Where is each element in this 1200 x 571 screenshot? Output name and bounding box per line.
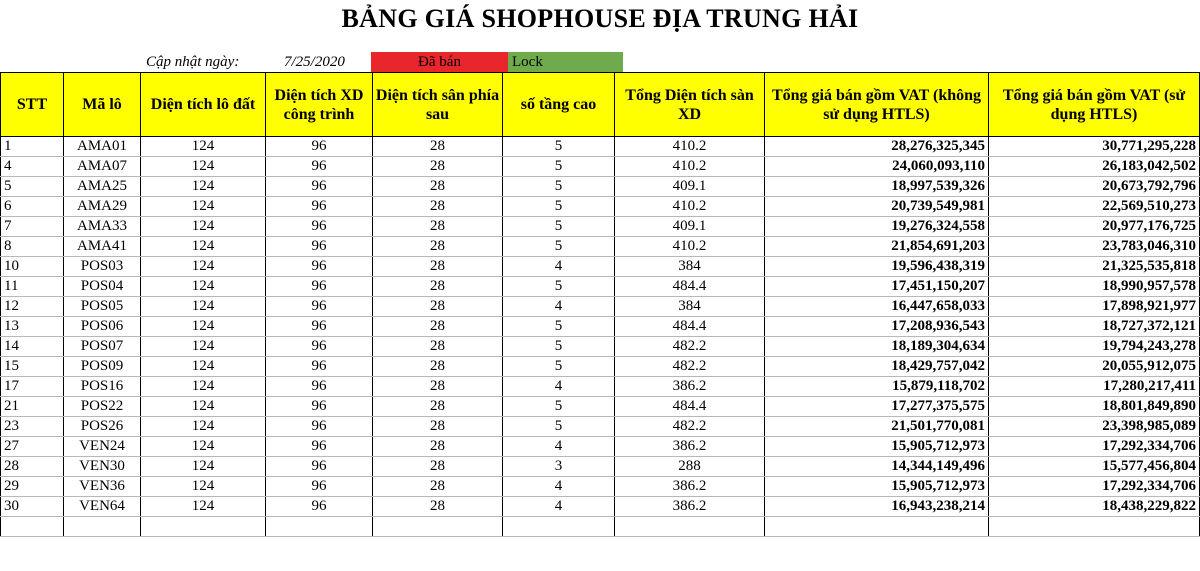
- cell-build-area: 96: [266, 437, 373, 457]
- cell-backyard-area: 28: [373, 217, 503, 237]
- table-row: [1, 257, 1200, 277]
- cell-floors: 5: [503, 237, 615, 257]
- header-stt: STT: [1, 73, 64, 137]
- cell-land-area: 124: [141, 477, 266, 497]
- cell-stt: 14: [1, 337, 64, 357]
- cell-price-htls: 18,801,849,890: [989, 397, 1200, 417]
- header-lot-code: Mã lô: [64, 73, 141, 137]
- cell-floors: 5: [503, 337, 615, 357]
- cell-stt: 30: [1, 497, 64, 517]
- cell-price-htls: 22,569,510,273: [989, 197, 1200, 217]
- cell-price-no-htls: 19,276,324,558: [765, 217, 989, 237]
- cell-total-floor-area: 409.1: [615, 217, 765, 237]
- cell-floors: 3: [503, 457, 615, 477]
- cell-backyard-area: 28: [373, 337, 503, 357]
- cell-floors: 5: [503, 177, 615, 197]
- cell-total-floor-area: 386.2: [615, 377, 765, 397]
- cell-stt: 12: [1, 297, 64, 317]
- cell-total-floor-area: 484.4: [615, 277, 765, 297]
- update-date-value: 7/25/2020: [284, 54, 345, 70]
- cell-stt: 6: [1, 197, 64, 217]
- table-row: [1, 357, 1200, 377]
- cell-build-area: 96: [266, 337, 373, 357]
- cell-total-floor-area: 482.2: [615, 357, 765, 377]
- table-row: [1, 217, 1200, 237]
- cell-lot-code: AMA07: [64, 157, 141, 177]
- cell-land-area: 124: [141, 157, 266, 177]
- cell-lot-code: AMA01: [64, 137, 141, 157]
- cell-price-htls: 18,438,229,822: [989, 497, 1200, 517]
- table-row: [1, 417, 1200, 437]
- table-row-empty: [1, 517, 1200, 537]
- cell-price-no-htls: 17,451,150,207: [765, 277, 989, 297]
- table-row: [1, 157, 1200, 177]
- cell-total-floor-area: 482.2: [615, 337, 765, 357]
- cell-total-floor-area: 409.1: [615, 177, 765, 197]
- cell-build-area: 96: [266, 477, 373, 497]
- cell-build-area: 96: [266, 397, 373, 417]
- cell-floors: 5: [503, 317, 615, 337]
- cell-stt: 27: [1, 437, 64, 457]
- page-title: BẢNG GIÁ SHOPHOUSE ĐỊA TRUNG HẢI: [341, 4, 859, 33]
- cell-backyard-area: 28: [373, 377, 503, 397]
- table-row: [1, 457, 1200, 477]
- cell-floors: 5: [503, 277, 615, 297]
- price-table: [0, 72, 1200, 537]
- cell-build-area: 96: [266, 357, 373, 377]
- table-row: [1, 497, 1200, 517]
- cell-lot-code: POS26: [64, 417, 141, 437]
- cell-backyard-area: 28: [373, 137, 503, 157]
- cell-land-area: 124: [141, 497, 266, 517]
- cell-backyard-area: 28: [373, 317, 503, 337]
- cell-build-area: 96: [266, 317, 373, 337]
- cell-build-area: 96: [266, 257, 373, 277]
- cell-build-area: 96: [266, 417, 373, 437]
- header-land-area: Diện tích lô đất: [141, 73, 266, 137]
- cell-build-area: 96: [266, 277, 373, 297]
- cell-price-no-htls: 15,879,118,702: [765, 377, 989, 397]
- cell-lot-code: POS16: [64, 377, 141, 397]
- cell-price-htls: 30,771,295,228: [989, 137, 1200, 157]
- cell-price-htls: 26,183,042,502: [989, 157, 1200, 177]
- cell-floors: 5: [503, 417, 615, 437]
- cell-backyard-area: 28: [373, 237, 503, 257]
- cell-price-htls: 20,055,912,075: [989, 357, 1200, 377]
- cell-floors: 5: [503, 157, 615, 177]
- header-backyard-area: Diện tích sân phía sau: [373, 73, 503, 137]
- cell-total-floor-area: 410.2: [615, 237, 765, 257]
- cell-lot-code: AMA41: [64, 237, 141, 257]
- cell-total-floor-area: 482.2: [615, 417, 765, 437]
- cell-lot-code: POS07: [64, 337, 141, 357]
- table-header-row: [1, 73, 1200, 137]
- cell-build-area: 96: [266, 137, 373, 157]
- cell-total-floor-area: 484.4: [615, 317, 765, 337]
- cell-floors: 5: [503, 197, 615, 217]
- table-row: [1, 277, 1200, 297]
- cell-empty: [141, 517, 266, 537]
- cell-price-no-htls: 21,501,770,081: [765, 417, 989, 437]
- cell-backyard-area: 28: [373, 197, 503, 217]
- cell-land-area: 124: [141, 437, 266, 457]
- cell-price-htls: 21,325,535,818: [989, 257, 1200, 277]
- cell-land-area: 124: [141, 397, 266, 417]
- cell-total-floor-area: 386.2: [615, 437, 765, 457]
- cell-price-htls: 17,898,921,977: [989, 297, 1200, 317]
- cell-price-no-htls: 17,208,936,543: [765, 317, 989, 337]
- cell-total-floor-area: 384: [615, 257, 765, 277]
- table-row: [1, 297, 1200, 317]
- cell-price-no-htls: 24,060,093,110: [765, 157, 989, 177]
- cell-price-no-htls: 17,277,375,575: [765, 397, 989, 417]
- cell-floors: 4: [503, 477, 615, 497]
- cell-price-htls: 20,977,176,725: [989, 217, 1200, 237]
- cell-lot-code: POS03: [64, 257, 141, 277]
- cell-stt: 1: [1, 137, 64, 157]
- cell-land-area: 124: [141, 177, 266, 197]
- cell-empty: [266, 517, 373, 537]
- cell-land-area: 124: [141, 237, 266, 257]
- cell-price-htls: 18,727,372,121: [989, 317, 1200, 337]
- cell-floors: 4: [503, 257, 615, 277]
- cell-price-htls: 17,292,334,706: [989, 437, 1200, 457]
- cell-build-area: 96: [266, 217, 373, 237]
- cell-total-floor-area: 484.4: [615, 397, 765, 417]
- cell-empty: [503, 517, 615, 537]
- cell-stt: 28: [1, 457, 64, 477]
- cell-total-floor-area: 410.2: [615, 137, 765, 157]
- cell-land-area: 124: [141, 217, 266, 237]
- table-row: [1, 397, 1200, 417]
- cell-land-area: 124: [141, 417, 266, 437]
- cell-backyard-area: 28: [373, 477, 503, 497]
- cell-backyard-area: 28: [373, 437, 503, 457]
- cell-land-area: 124: [141, 197, 266, 217]
- cell-lot-code: VEN30: [64, 457, 141, 477]
- cell-floors: 5: [503, 137, 615, 157]
- cell-empty: [64, 517, 141, 537]
- cell-total-floor-area: 384: [615, 297, 765, 317]
- header-floors: số tầng cao: [503, 73, 615, 137]
- header-price-htls: Tổng giá bán gồm VAT (sử dụng HTLS): [989, 73, 1200, 137]
- cell-land-area: 124: [141, 377, 266, 397]
- cell-total-floor-area: 288: [615, 457, 765, 477]
- cell-floors: 4: [503, 497, 615, 517]
- cell-build-area: 96: [266, 497, 373, 517]
- cell-land-area: 124: [141, 257, 266, 277]
- cell-floors: 4: [503, 437, 615, 457]
- cell-stt: 15: [1, 357, 64, 377]
- cell-total-floor-area: 386.2: [615, 497, 765, 517]
- legend-sold: Đã bán: [371, 52, 508, 72]
- cell-stt: 8: [1, 237, 64, 257]
- table-body: [1, 137, 1200, 537]
- cell-stt: 5: [1, 177, 64, 197]
- cell-empty: [765, 517, 989, 537]
- header-price-no-htls: Tổng giá bán gồm VAT (không sử dụng HTLS): [765, 73, 989, 137]
- cell-price-no-htls: 15,905,712,973: [765, 477, 989, 497]
- legend-lock: Lock: [508, 52, 623, 72]
- cell-stt: 21: [1, 397, 64, 417]
- update-date-label: Cập nhật ngày:: [146, 54, 240, 70]
- cell-total-floor-area: 386.2: [615, 477, 765, 497]
- cell-floors: 4: [503, 377, 615, 397]
- cell-lot-code: VEN24: [64, 437, 141, 457]
- cell-stt: 4: [1, 157, 64, 177]
- cell-backyard-area: 28: [373, 157, 503, 177]
- table-row: [1, 437, 1200, 457]
- table-row: [1, 477, 1200, 497]
- cell-empty: [1, 517, 64, 537]
- cell-land-area: 124: [141, 357, 266, 377]
- table-row: [1, 197, 1200, 217]
- table-row: [1, 137, 1200, 157]
- cell-backyard-area: 28: [373, 177, 503, 197]
- cell-backyard-area: 28: [373, 457, 503, 477]
- cell-price-htls: 20,673,792,796: [989, 177, 1200, 197]
- cell-backyard-area: 28: [373, 277, 503, 297]
- table-row: [1, 317, 1200, 337]
- cell-price-no-htls: 16,943,238,214: [765, 497, 989, 517]
- cell-lot-code: POS06: [64, 317, 141, 337]
- cell-stt: 29: [1, 477, 64, 497]
- cell-land-area: 124: [141, 457, 266, 477]
- cell-backyard-area: 28: [373, 357, 503, 377]
- cell-price-no-htls: 18,997,539,326: [765, 177, 989, 197]
- cell-price-no-htls: 20,739,549,981: [765, 197, 989, 217]
- cell-price-no-htls: 18,429,757,042: [765, 357, 989, 377]
- cell-backyard-area: 28: [373, 497, 503, 517]
- cell-empty: [989, 517, 1200, 537]
- cell-land-area: 124: [141, 337, 266, 357]
- cell-land-area: 124: [141, 277, 266, 297]
- cell-total-floor-area: 410.2: [615, 197, 765, 217]
- cell-floors: 5: [503, 357, 615, 377]
- cell-price-htls: 17,292,334,706: [989, 477, 1200, 497]
- cell-floors: 5: [503, 217, 615, 237]
- table-row: [1, 337, 1200, 357]
- cell-lot-code: POS22: [64, 397, 141, 417]
- cell-stt: 13: [1, 317, 64, 337]
- cell-land-area: 124: [141, 297, 266, 317]
- cell-floors: 5: [503, 397, 615, 417]
- cell-stt: 11: [1, 277, 64, 297]
- cell-build-area: 96: [266, 457, 373, 477]
- cell-lot-code: AMA29: [64, 197, 141, 217]
- cell-stt: 7: [1, 217, 64, 237]
- cell-price-no-htls: 15,905,712,973: [765, 437, 989, 457]
- cell-lot-code: POS09: [64, 357, 141, 377]
- cell-backyard-area: 28: [373, 417, 503, 437]
- cell-land-area: 124: [141, 137, 266, 157]
- cell-lot-code: VEN36: [64, 477, 141, 497]
- cell-price-htls: 18,990,957,578: [989, 277, 1200, 297]
- cell-stt: 23: [1, 417, 64, 437]
- cell-backyard-area: 28: [373, 297, 503, 317]
- cell-price-htls: 23,783,046,310: [989, 237, 1200, 257]
- cell-lot-code: VEN64: [64, 497, 141, 517]
- cell-backyard-area: 28: [373, 257, 503, 277]
- cell-lot-code: AMA33: [64, 217, 141, 237]
- cell-build-area: 96: [266, 237, 373, 257]
- cell-empty: [615, 517, 765, 537]
- cell-stt: 10: [1, 257, 64, 277]
- header-total-floor-area: Tổng Diện tích sàn XD: [615, 73, 765, 137]
- cell-stt: 17: [1, 377, 64, 397]
- cell-lot-code: AMA25: [64, 177, 141, 197]
- table-row: [1, 177, 1200, 197]
- cell-price-no-htls: 19,596,438,319: [765, 257, 989, 277]
- cell-backyard-area: 28: [373, 397, 503, 417]
- cell-price-no-htls: 21,854,691,203: [765, 237, 989, 257]
- cell-price-htls: 23,398,985,089: [989, 417, 1200, 437]
- cell-price-htls: 17,280,217,411: [989, 377, 1200, 397]
- cell-build-area: 96: [266, 157, 373, 177]
- cell-build-area: 96: [266, 377, 373, 397]
- cell-price-htls: 19,794,243,278: [989, 337, 1200, 357]
- cell-empty: [373, 517, 503, 537]
- cell-total-floor-area: 410.2: [615, 157, 765, 177]
- table-row: [1, 237, 1200, 257]
- cell-price-no-htls: 18,189,304,634: [765, 337, 989, 357]
- cell-floors: 4: [503, 297, 615, 317]
- cell-price-no-htls: 16,447,658,033: [765, 297, 989, 317]
- cell-lot-code: POS05: [64, 297, 141, 317]
- table-row: [1, 377, 1200, 397]
- cell-price-no-htls: 28,276,325,345: [765, 137, 989, 157]
- cell-build-area: 96: [266, 177, 373, 197]
- cell-build-area: 96: [266, 197, 373, 217]
- cell-price-htls: 15,577,456,804: [989, 457, 1200, 477]
- cell-lot-code: POS04: [64, 277, 141, 297]
- cell-price-no-htls: 14,344,149,496: [765, 457, 989, 477]
- cell-build-area: 96: [266, 297, 373, 317]
- cell-land-area: 124: [141, 317, 266, 337]
- header-build-area: Diện tích XD công trình: [266, 73, 373, 137]
